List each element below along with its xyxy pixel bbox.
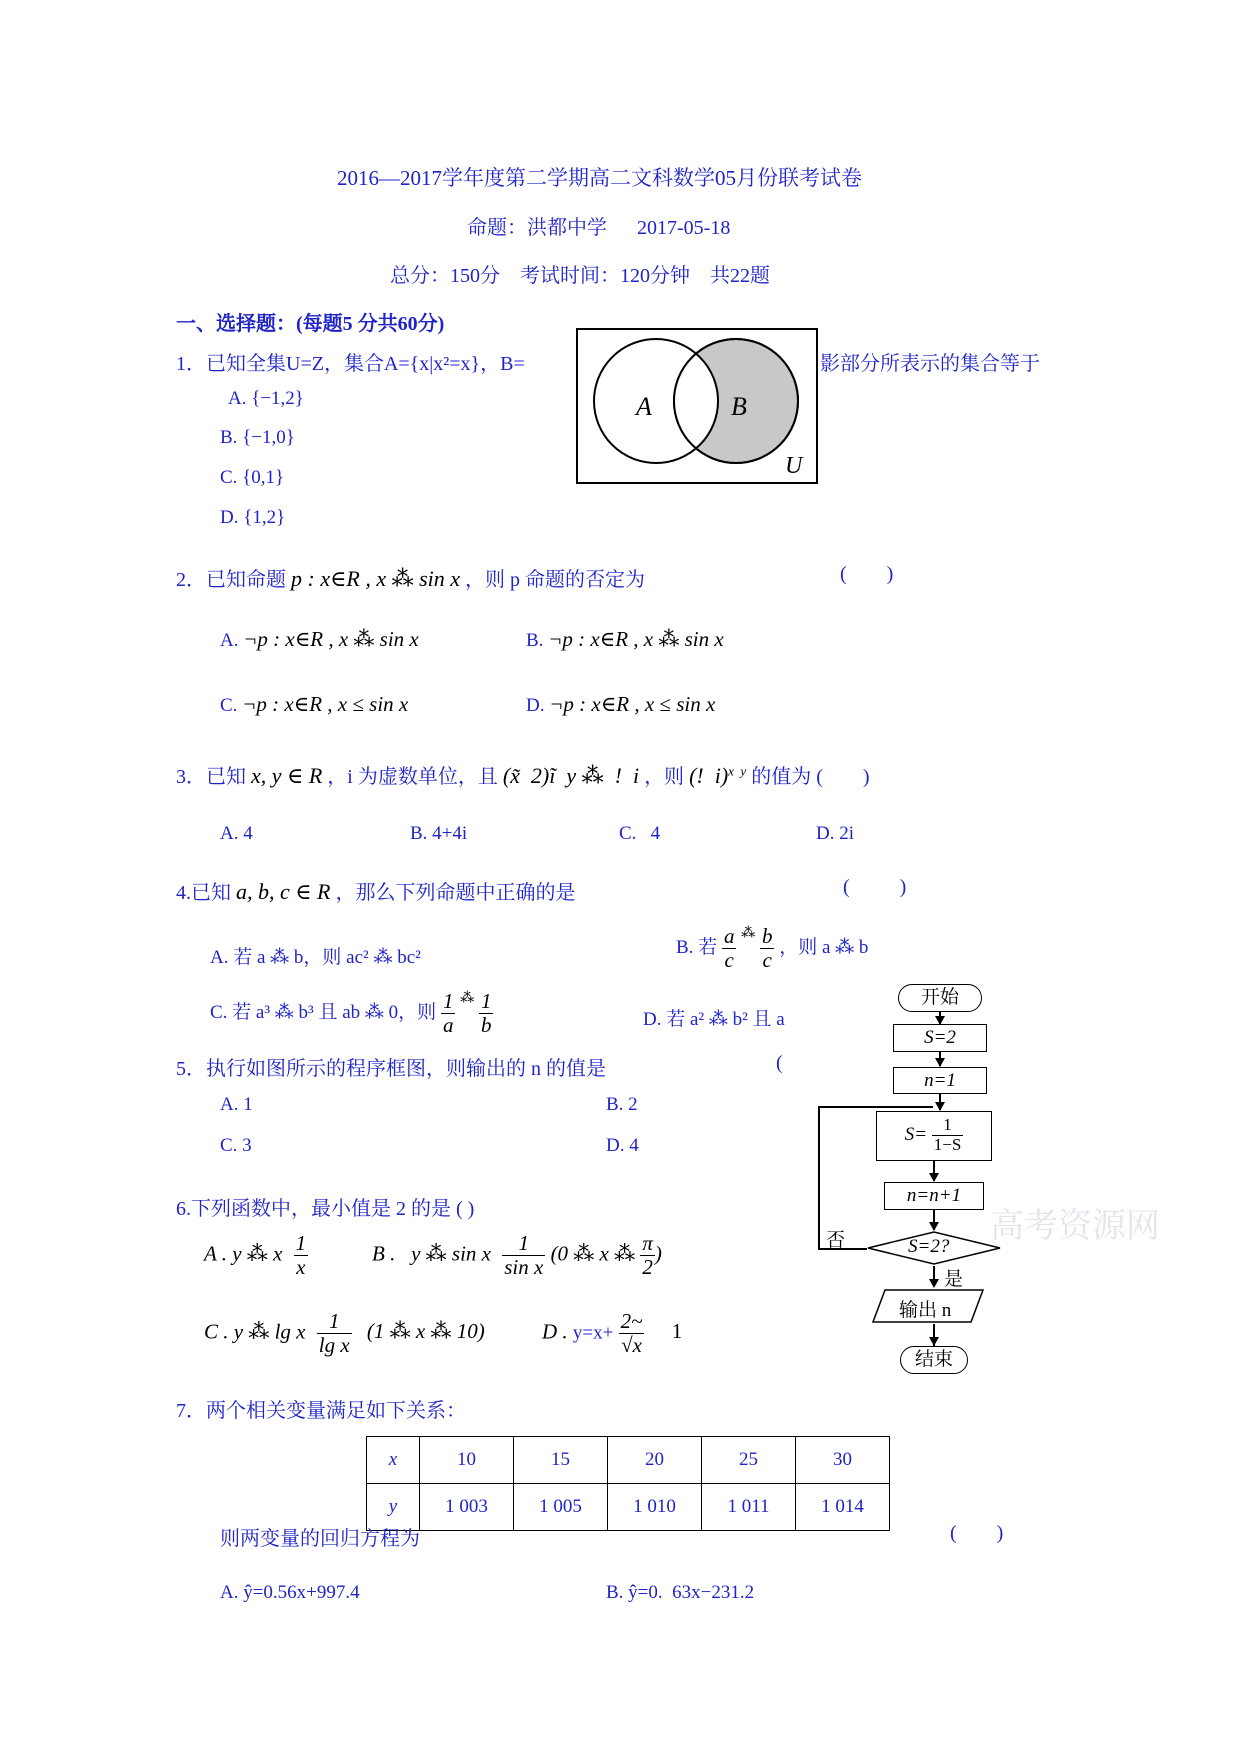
table-row [367,1437,890,1484]
flow-arrow [935,1102,945,1111]
q3-eq: (x̃ 2)ĩ y ⁂ ! i [502,763,640,788]
q6-option-a [204,1232,308,1279]
q2-option-d [526,692,715,717]
q4-frac-1-b: $\frac{1}{b}$ [480,989,492,1038]
flow-s-update [876,1111,992,1161]
q2-option-b-math: ¬p : x∈R , x ⁂ sin x [548,627,724,651]
exam-title: 2016—2017学年度第二学期高二文科数学05月份联考试卷 [337,166,862,190]
flow-arrow [929,1279,939,1288]
table-cell: 1 011 [702,1484,796,1531]
flow-s-update-frac [932,1116,964,1154]
q3-vars: x, y ∈ R [251,763,323,788]
q4-option-b [676,925,868,972]
q6-option-b: B . y ⁂ sin x $\frac{1}{\text{sin x}}$ (0 ⁂ x ⁂ $\frac{\pi}{2}$ ) [372,1231,662,1280]
q1-option-c: C. {0,1} [220,467,285,488]
q2-paren: ( ) [840,563,894,585]
q6-option-d-tail: 1 [671,1319,683,1344]
q3-mid: ，i 为虚数单位，且 [327,766,498,788]
q3-tail: ，则 [644,766,685,788]
q6-c-frac: $\frac{1}{\text{lg x}}$ [318,1309,350,1358]
flow-decision-label: S=2? [908,1236,950,1257]
flow-no-label: 否 [826,1230,846,1251]
table-header-y: y [367,1484,420,1531]
flow-n-init-text: n=1 [924,1070,956,1091]
q5-option-d: D. 4 [606,1135,639,1156]
venn-label-u: U [785,453,803,479]
q6-d-frac: $\frac{2\sim}{√x}$ [620,1309,643,1358]
q2-tail: ，则 p 命题的否定为 [465,569,646,591]
q2-option-a-math: ¬p : x∈R , x ⁂ sin x [243,627,419,651]
watermark: 高考资源网 [990,1208,1160,1245]
flow-s-den: 1−S [933,1134,962,1154]
q4-frac-b-c: $\frac{b}{c}$ [761,924,773,973]
flow-end: 结束 [900,1346,968,1374]
q3-exp: x y [728,763,747,779]
q3-option-b: B. 4+4i [410,823,468,844]
q2-option-b [526,627,724,652]
q7-option-a: A. ŷ=0.56x+997.4 [220,1582,360,1603]
q4-option-b-post: ，则 a ⁂ b [779,936,869,958]
q6-option-d-blue: y=x+ [572,1322,614,1344]
q4-frac-1-a: $\frac{1}{a}$ [442,989,454,1038]
q5-stem: 5．执行如图所示的程序框图，则输出的 n 的值是 [176,1058,606,1080]
flow-arrow [935,1058,945,1067]
q3-option-d: D. 2i [816,823,854,844]
q6-option-d [542,1310,682,1357]
q2-option-d-math: ¬p : x∈R , x ≤ sin x [549,692,716,716]
q7-table [366,1436,890,1531]
flow-s-update-pre: S= [904,1124,928,1146]
q4-frac-a-c: $\frac{a}{c}$ [723,924,735,973]
score-line: 总分：150分 考试时间：120分钟 共22题 [390,265,770,287]
table-cell: 10 [420,1437,514,1484]
q4-stem [176,876,576,905]
q3-expr: (! i) [689,763,729,788]
q6-a-frac: $\frac{1}{x}$ [295,1231,307,1280]
q2-option-c [220,692,408,717]
flow-arrow [929,1337,939,1346]
q7-question: 则两变量的回归方程为 [220,1528,420,1550]
flow-yes-label: 是 [944,1269,964,1290]
q2-stem [176,563,645,592]
flow-loop-line [818,1106,820,1249]
venn-diagram [576,328,818,484]
venn-label-b: B [731,392,747,421]
q4-c-gt-symbol: ⁂ [460,991,475,1006]
table-cell: 1 005 [514,1484,608,1531]
table-cell: 15 [514,1437,608,1484]
flow-s-init [893,1024,987,1052]
q5-paren: ( [776,1052,783,1074]
q4-gt-symbol: ⁂ [741,926,756,941]
q2-option-c-math: ¬p : x∈R , x ≤ sin x [242,692,409,716]
q2-option-c-label: C. [220,695,238,716]
q2-option-a [220,627,419,652]
q2-p-math: p : x∈R , x ⁂ sin x [291,566,461,591]
q4-vars: a, b, c ∈ R [236,879,331,904]
table-cell: 30 [796,1437,890,1484]
flow-start: 开始 [898,984,982,1012]
q7-paren: ( ) [950,1522,1004,1544]
q4-option-c [210,990,493,1037]
q4-option-d: D. 若 a² ⁂ b² 且 a [643,1009,785,1030]
q6-option-b-tail: (0 ⁂ x ⁂ [550,1241,636,1266]
venn-label-a: A [636,392,652,421]
q3-end: 的值为 ( ) [751,766,870,788]
q7-stem: 7．两个相关变量满足如下关系： [176,1400,466,1422]
table-header-x: x [367,1437,420,1484]
q7-option-b: B. ŷ=0. 63x−231.2 [606,1582,755,1603]
q2-option-a-label: A. [220,630,239,651]
flow-n-update-text: n=n+1 [906,1185,962,1206]
flow-loop-line [818,1106,933,1108]
author-line: 命题：洪都中学 2017-05-18 [467,217,731,239]
q3-stem-text: 3．已知 [176,766,246,788]
q5-option-a: A. 1 [220,1094,253,1115]
section-heading: 一、选择题：(每题5 分共60分) [176,313,445,335]
q1-option-a: A. {−1,2} [228,388,304,409]
q4-option-a: A. 若 a ⁂ b，则 ac² ⁂ bc² [210,947,421,968]
q6-b-frac-pi: $\frac{\pi}{2}$ [642,1231,653,1280]
table-cell: 1 003 [420,1484,514,1531]
flow-arrow [929,1173,939,1182]
q4-option-c-pre: C. 若 a³ ⁂ b³ 且 ab ⁂ 0，则 [210,1001,437,1023]
q6-stem: 6.下列函数中，最小值是 2 的是 ( ) [176,1198,475,1220]
q5-option-c: C. 3 [220,1135,252,1156]
table-cell: 20 [608,1437,702,1484]
flow-s-num: 1 [932,1116,964,1136]
q6-b-frac: $\frac{1}{\text{sin x}}$ [504,1231,544,1280]
q3-stem [176,760,870,789]
q1-option-d: D. {1,2} [220,507,286,528]
q6-option-a-text: A . y ⁂ x [204,1241,283,1266]
q3-option-a: A. 4 [220,823,253,844]
flow-n-init [893,1067,987,1094]
q6-option-b-text: B . y ⁂ sin x [372,1241,491,1266]
q1-stem-left: 1．已知全集U=Z，集合A={x|x²=x}，B= [176,353,525,375]
q2-option-b-label: B. [526,630,544,651]
q1-option-b: B. {−1,0} [220,427,295,448]
q3-option-c: C. 4 [619,823,661,844]
q4-tail: ，那么下列命题中正确的是 [335,882,576,904]
q6-option-c-tail: (1 ⁂ x ⁂ 10) [366,1319,485,1344]
q1-stem-right: 影部分所表示的集合等于 [820,353,1040,375]
table-row [367,1484,890,1531]
q4-option-b-pre: B. 若 [676,936,718,958]
q6-option-c-text: C . y ⁂ lg x [204,1319,306,1344]
table-cell: 1 014 [796,1484,890,1531]
q6-option-c [204,1310,485,1357]
flow-s-init-text: S=2 [924,1027,956,1048]
q2-option-d-label: D. [526,695,545,716]
table-cell: 25 [702,1437,796,1484]
flow-output-label: 输出 n [899,1300,952,1321]
q5-option-b: B. 2 [606,1094,638,1115]
flow-n-update [884,1182,984,1210]
q4-paren: ( ) [843,876,907,898]
q4-stem-text: 4.已知 [176,882,231,904]
q2-stem-text: 2．已知命题 [176,569,286,591]
table-cell: 1 010 [608,1484,702,1531]
q6-option-d-pre: D . [542,1319,568,1344]
